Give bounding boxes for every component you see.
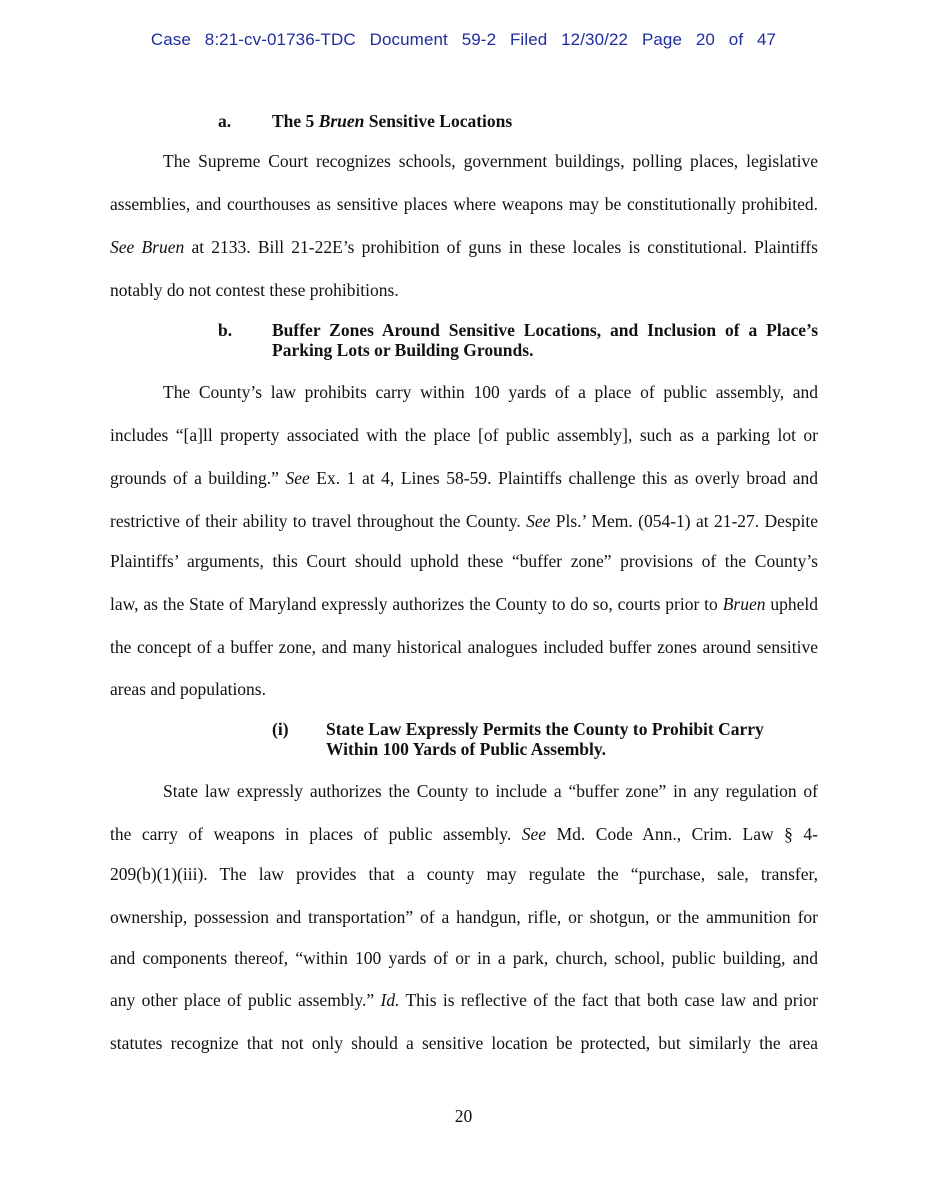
heading-a-label: a.	[218, 111, 232, 131]
heading-i-line2: Within 100 Yards of Public Assembly.	[326, 739, 607, 759]
ecf-header	[0, 30, 927, 50]
para2-line3: grounds of a building.” See Ex. 1 at 4, Lines 58-59. Plaintiffs challenge this as overly broad and	[110, 468, 818, 488]
document-number: Document 59-2	[369, 30, 497, 49]
para2-line4: restrictive of their ability to travel throughout the County. See Pls.’ Mem. (054-1) at 21-27. Despite	[110, 511, 818, 531]
para2-line1: The County’s law prohibits carry within 100 yards of a place of public assembly, and	[163, 382, 818, 402]
para2-line5: Plaintiffs’ arguments, this Court should uphold these “buffer zone” provisions of the County’s	[110, 551, 818, 571]
heading-i-label: (i)	[272, 719, 289, 739]
para1-line1: The Supreme Court recognizes schools, government buildings, polling places, legislative	[163, 151, 818, 171]
para2-line7: the concept of a buffer zone, and many historical analogues included buffer zones around sensitive	[110, 637, 818, 657]
heading-i-line1: State Law Expressly Permits the County to Prohibit Carry	[326, 719, 764, 739]
para3-line5: and components thereof, “within 100 yards of or in a park, church, school, public building, and	[110, 948, 818, 968]
para2-line8: areas and populations.	[110, 679, 266, 699]
case-number: Case 8:21-cv-01736-TDC	[150, 30, 356, 49]
heading-b-line1: Buffer Zones Around Sensitive Locations, and Inclusion of a Place’s	[272, 320, 818, 340]
heading-i	[272, 719, 818, 763]
filed-date: Filed 12/30/22	[509, 30, 629, 49]
para3-line4: ownership, possession and transportation” of a handgun, rifle, or shotgun, or the ammunition for	[110, 907, 818, 927]
heading-b-label: b.	[218, 320, 233, 340]
para2-line2: includes “[a]ll property associated with the place [of public assembly], such as a parking lot or	[110, 425, 818, 445]
page-of-total: Page 20 of 47	[641, 30, 777, 49]
heading-a	[218, 111, 818, 135]
para3-line2: the carry of weapons in places of public assembly. See Md. Code Ann., Crim. Law § 4-	[110, 824, 818, 844]
page-number: 20	[454, 1106, 473, 1126]
para3-line7: statutes recognize that not only should a sensitive location be protected, but similarly the area	[110, 1033, 818, 1053]
para1-line4: notably do not contest these prohibitions.	[110, 280, 399, 300]
para1-line3: See Bruen at 2133. Bill 21-22E’s prohibition of guns in these locales is constitutional. Plaintiffs	[110, 237, 818, 257]
para3-line3: 209(b)(1)(iii). The law provides that a county may regulate the “purchase, sale, transfer,	[110, 864, 818, 884]
heading-a-title: The 5 Bruen Sensitive Locations	[272, 111, 513, 131]
heading-b-line2: Parking Lots or Building Grounds.	[272, 340, 534, 360]
para2-line6: law, as the State of Maryland expressly authorizes the County to do so, courts prior to Bruen upheld	[110, 594, 818, 614]
heading-b	[218, 320, 818, 364]
para3-line6: any other place of public assembly.” Id. This is reflective of the fact that both case law and prior	[110, 990, 818, 1010]
para3-line1: State law expressly authorizes the County to include a “buffer zone” in any regulation of	[163, 781, 818, 801]
para1-line2: assemblies, and courthouses as sensitive places where weapons may be constitutionally prohibited.	[110, 194, 818, 214]
